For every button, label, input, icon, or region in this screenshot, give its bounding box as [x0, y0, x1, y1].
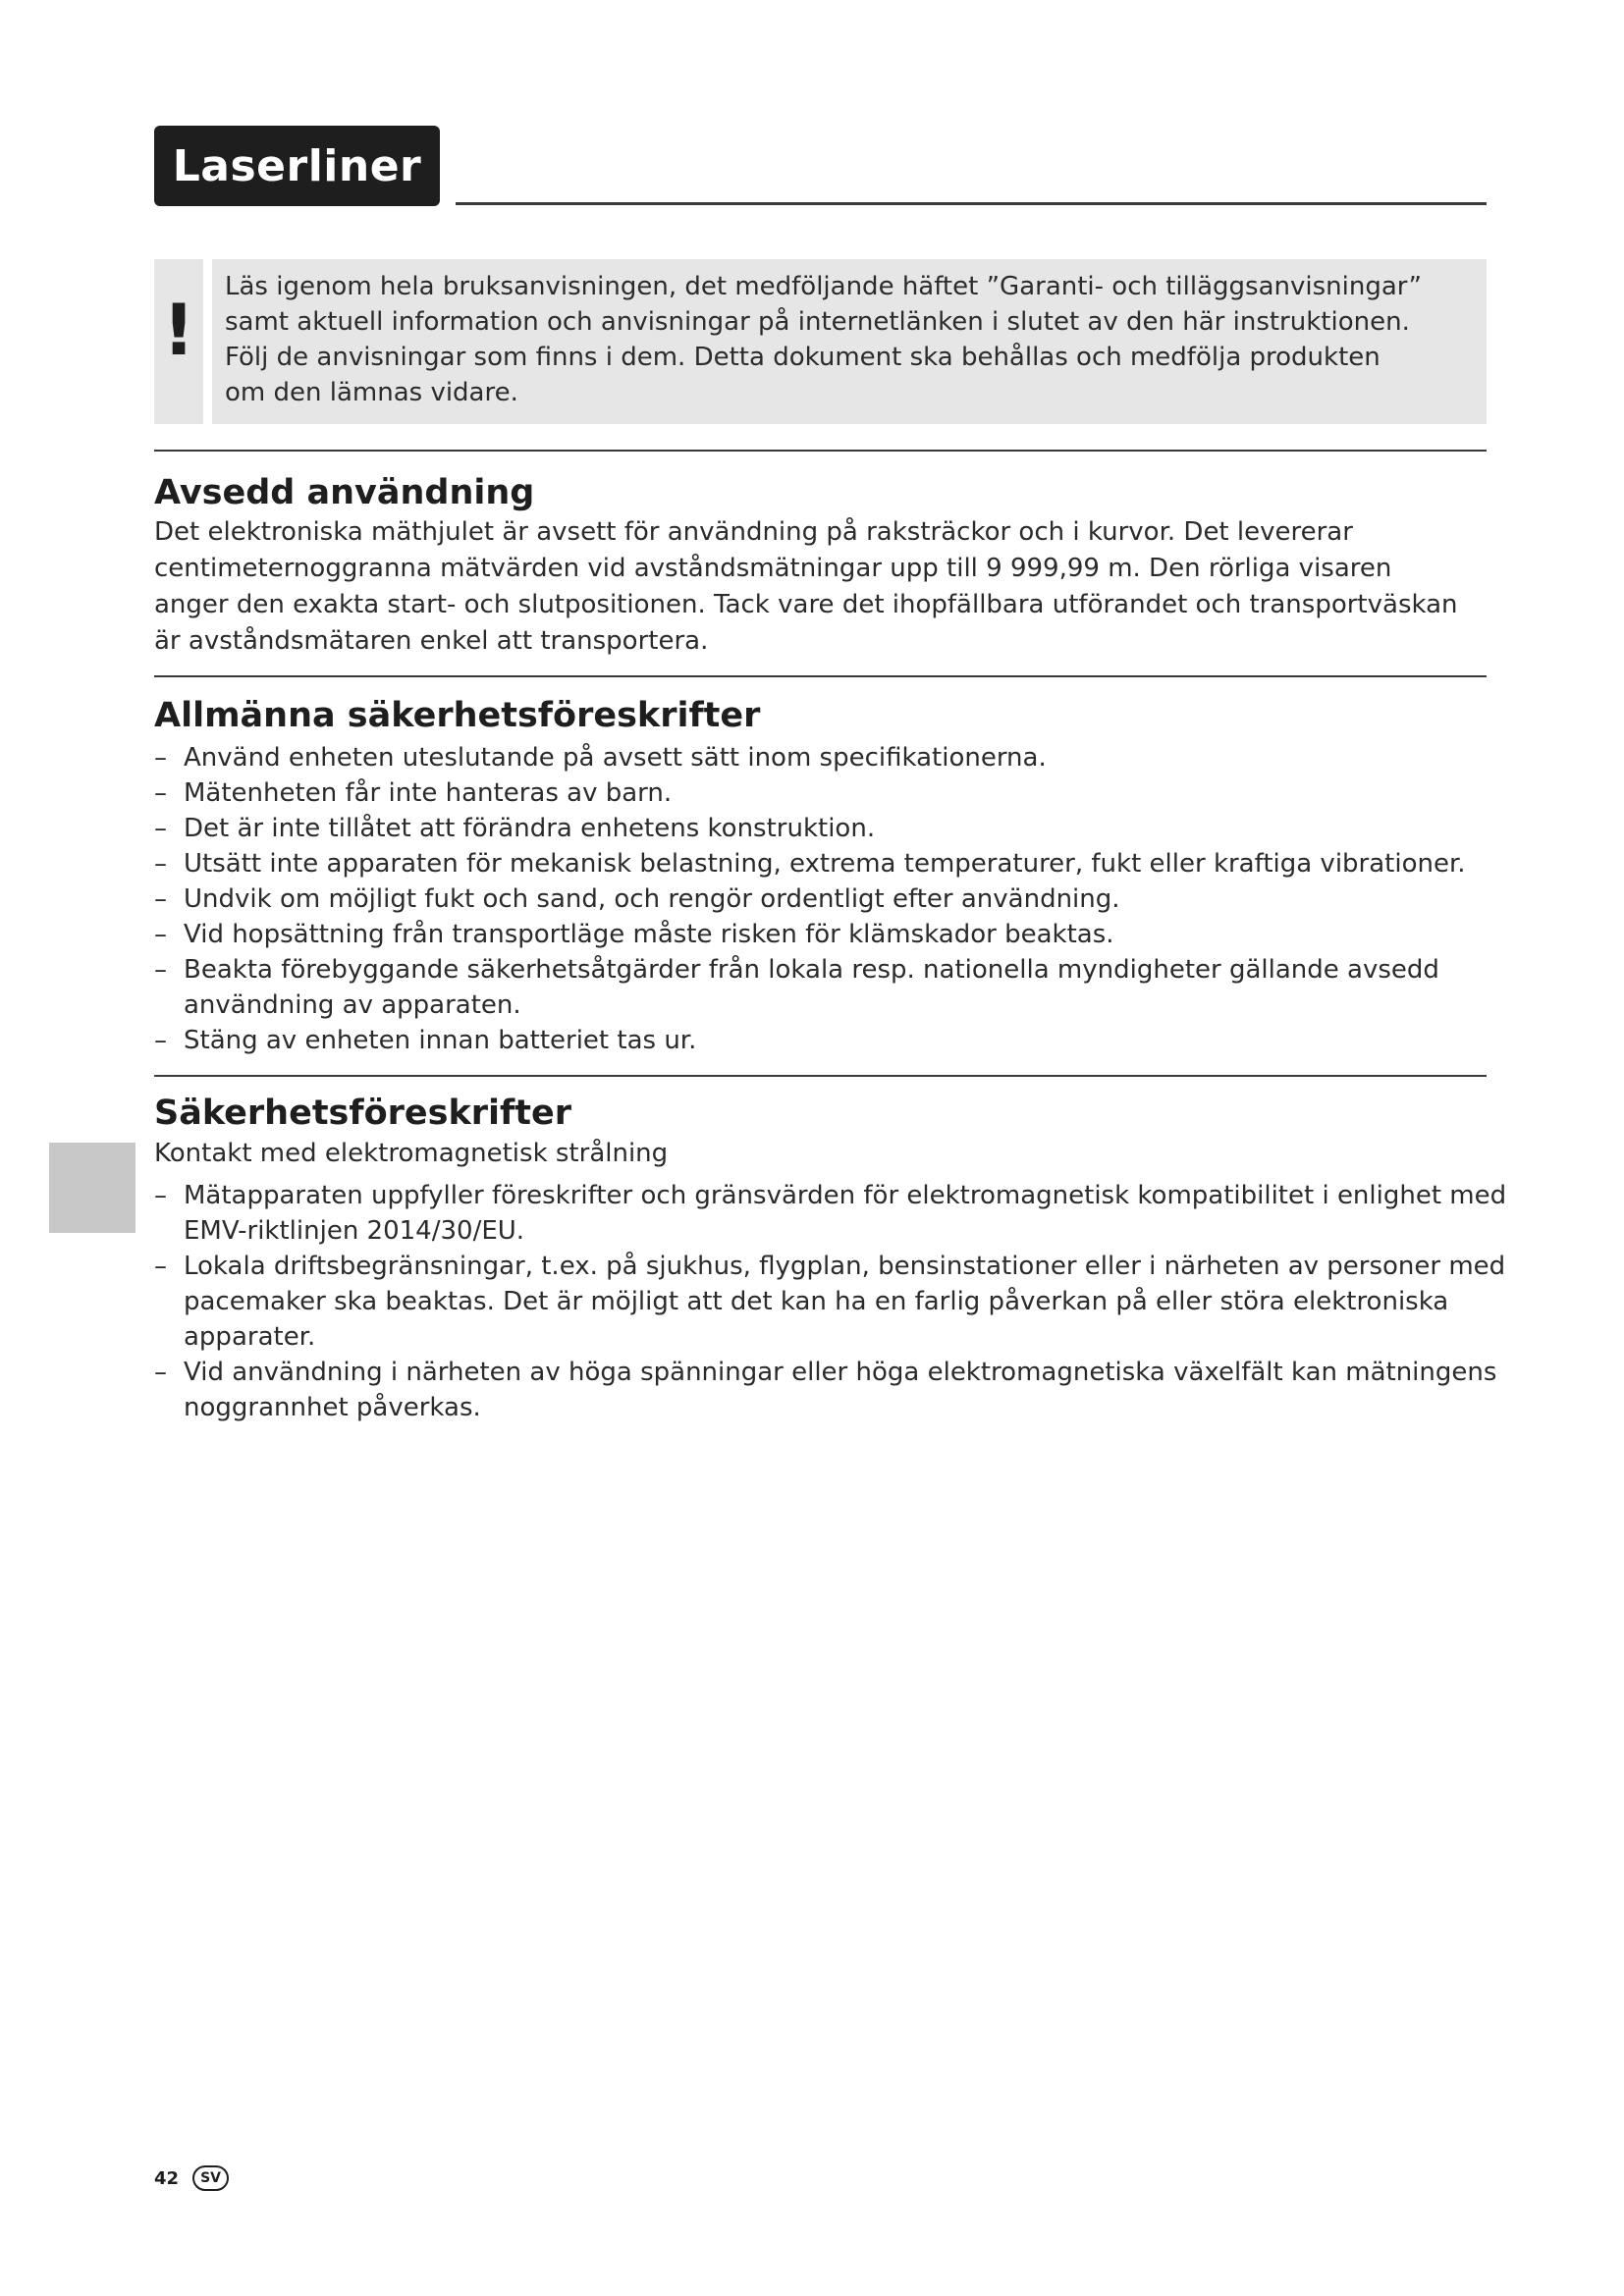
list-dash: – — [154, 1358, 167, 1387]
notice-line: Läs igenom hela bruksanvisningen, det medföljande häftet ”Garanti- och tilläggsanvisningar” — [225, 272, 1423, 301]
list-item-text: Stäng av enheten innan batteriet tas ur. — [184, 1026, 697, 1055]
list-dash: – — [154, 1181, 167, 1210]
list-dash: – — [154, 920, 167, 949]
list-item-line: användning av apparaten. — [184, 990, 521, 1020]
section-divider — [154, 675, 1487, 677]
list-dash: – — [154, 743, 167, 773]
list-item — [154, 811, 1499, 846]
list-item — [154, 775, 1499, 811]
list-item-line: Vid användning i närheten av höga spänningar eller höga elektromagnetiska växelfält kan mätningens — [184, 1358, 1497, 1387]
page-footer — [154, 2165, 229, 2191]
list-item-line: apparater. — [184, 1322, 316, 1352]
list-item-text: Det är inte tillåtet att förändra enhetens konstruktion. — [184, 814, 876, 843]
paragraph-line: anger den exakta start- och slutpositionen. Tack vare det ihopfällbara utförandet och transportväskan — [154, 590, 1458, 619]
list-dash: – — [154, 884, 167, 914]
list-item-line: pacemaker ska beaktas. Det är möjligt att det kan ha en farlig påverkan på eller störa elektroniska — [184, 1287, 1449, 1316]
notice-line: Följ de anvisningar som finns i dem. Detta dokument ska behållas och medfölja produkten — [225, 343, 1380, 372]
list-item — [154, 1023, 1499, 1058]
exclamation-icon: ! — [162, 289, 195, 371]
list-item-line: Mätapparaten uppfyller föreskrifter och gränsvärden för elektromagnetisk kompatibilitet i enlighet med — [184, 1181, 1507, 1210]
paragraph-line: är avståndsmätaren enkel att transportera. — [154, 626, 709, 656]
section-divider — [154, 1075, 1487, 1077]
general-safety-list — [154, 740, 1499, 1058]
section-title-general-safety: Allmänna säkerhetsföreskrifter — [154, 696, 761, 735]
list-item — [154, 917, 1499, 952]
list-item — [154, 952, 1499, 1023]
list-dash: – — [154, 814, 167, 843]
list-item — [154, 1178, 1507, 1249]
list-item-text — [184, 1355, 1499, 1425]
list-dash: – — [154, 778, 167, 808]
notice-line: samt aktuell information och anvisningar på internetlänken i slutet av den här instruktionen. — [225, 307, 1410, 337]
logo-text: Laserliner — [172, 140, 422, 191]
section-title-intended-use: Avsedd användning — [154, 473, 535, 512]
brand-logo — [154, 126, 440, 206]
list-item-text: Vid hopsättning från transportläge måste risken för klämskador beaktas. — [184, 920, 1114, 949]
list-dash: – — [154, 955, 167, 985]
list-item — [154, 846, 1499, 881]
list-item-text — [184, 1249, 1505, 1355]
list-item — [154, 1355, 1499, 1425]
list-dash: – — [154, 849, 167, 879]
list-item-text: Undvik om möjligt fukt och sand, och rengör ordentligt efter användning. — [184, 884, 1120, 914]
list-dash: – — [154, 1026, 167, 1055]
list-item — [154, 740, 1499, 775]
language-badge: SV — [192, 2165, 229, 2191]
list-item-line: Beakta förebyggande säkerhetsåtgärder från lokala resp. nationella myndigheter gällande avsedd — [184, 955, 1439, 985]
intended-use-paragraph — [154, 514, 1458, 660]
list-item-text — [184, 1178, 1506, 1249]
list-item-text: Mätenheten får inte hanteras av barn. — [184, 778, 673, 808]
safety-subtitle: Kontakt med elektromagnetisk strålning — [154, 1139, 669, 1168]
list-item-line: noggrannhet påverkas. — [184, 1393, 481, 1422]
list-dash: – — [154, 1252, 167, 1281]
section-title-safety: Säkerhetsföreskrifter — [154, 1094, 571, 1133]
list-item-text: Utsätt inte apparaten för mekanisk belastning, extrema temperaturer, fukt eller kraftiga vibrationer. — [184, 849, 1466, 879]
list-item-line: Lokala driftsbegränsningar, t.ex. på sjukhus, flygplan, bensinstationer eller i närheten av personer med — [184, 1252, 1506, 1281]
notice-line: om den lämnas vidare. — [225, 378, 518, 407]
section-divider — [154, 450, 1487, 452]
notice-box — [212, 259, 1487, 424]
safety-list — [154, 1178, 1507, 1425]
header-rule — [456, 202, 1487, 205]
language-side-tab — [49, 1143, 135, 1233]
list-item — [154, 881, 1499, 917]
paragraph-line: Det elektroniska mäthjulet är avsett för användning på raksträckor och i kurvor. Det levererar — [154, 517, 1353, 547]
list-item-text: Använd enheten uteslutande på avsett sätt inom specifikationerna. — [184, 743, 1047, 773]
list-item-line: EMV-riktlinjen 2014/30/EU. — [184, 1216, 525, 1246]
paragraph-line: centimeternoggranna mätvärden vid avståndsmätningar upp till 9 999,99 m. Den rörliga visaren — [154, 554, 1392, 583]
page-number: 42 — [154, 2167, 180, 2189]
list-item — [154, 1249, 1506, 1355]
list-item-text — [184, 952, 1499, 1023]
